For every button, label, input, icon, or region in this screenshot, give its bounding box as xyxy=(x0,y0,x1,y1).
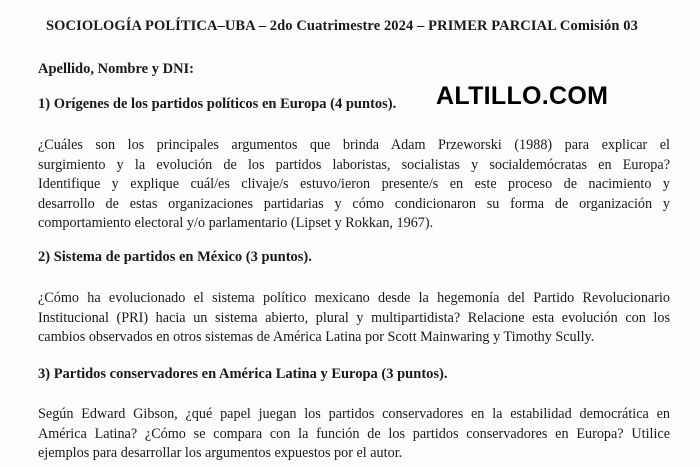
question-1-line: desarrollo de estas organizaciones partidarias y cómo condicionaron su forma de organización y xyxy=(38,195,670,212)
question-1-line: comportamiento electoral y/o parlamentario (Lipset y Rokkan, 1967). xyxy=(38,215,434,231)
watermark-logo: ALTILLO.COM xyxy=(436,82,609,110)
question-2-title: 2) Sistema de partidos en México (3 puntos). xyxy=(38,249,312,265)
question-1-line: surgimiento y la evolución de los partidos laboristas, socialistas y socialdemócratas en Europa? xyxy=(38,156,670,173)
exam-header: SOCIOLOGÍA POLÍTICA–UBA – 2do Cuatrimestre 2024 – PRIMER PARCIAL Comisión 03 xyxy=(46,18,638,34)
question-3-line: ejemplos para desarrollar los argumentos expuestos por el autor. xyxy=(38,445,403,461)
question-3-title: 3) Partidos conservadores en América Latina y Europa (3 puntos). xyxy=(38,366,448,382)
question-2-line: Institucional (PRI) hacia un sistema abierto, plural y multipartidista? Relacione esta evolución con los xyxy=(38,309,670,326)
question-1-text xyxy=(38,136,670,234)
student-name-label: Apellido, Nombre y DNI: xyxy=(38,61,195,77)
question-2-text xyxy=(38,289,670,348)
question-3-line: Según Edward Gibson, ¿qué papel juegan los partidos conservadores en la estabilidad democrática en xyxy=(38,406,670,422)
question-2-line: ¿Cómo ha evolucionado el sistema político mexicano desde la hegemonía del Partido Revolucionario xyxy=(38,290,670,306)
question-2-line: cambios observados en otros sistemas de América Latina por Scott Mainwaring y Timothy Scully. xyxy=(38,329,595,345)
question-3-text xyxy=(38,405,670,464)
question-1-line: Identifique y explique cuál/es clivaje/s estuvo/ieron presente/s en este proceso de nacimiento y xyxy=(38,176,670,192)
question-1-line: ¿Cuáles son los principales argumentos que brinda Adam Przeworski (1988) para explicar el xyxy=(38,137,670,153)
question-1-title: 1) Orígenes de los partidos políticos en Europa (4 puntos). xyxy=(38,96,397,112)
question-3-line: América Latina? ¿Cómo se compara con la función de los partidos conservadores en Europa? Utilice xyxy=(38,425,670,442)
